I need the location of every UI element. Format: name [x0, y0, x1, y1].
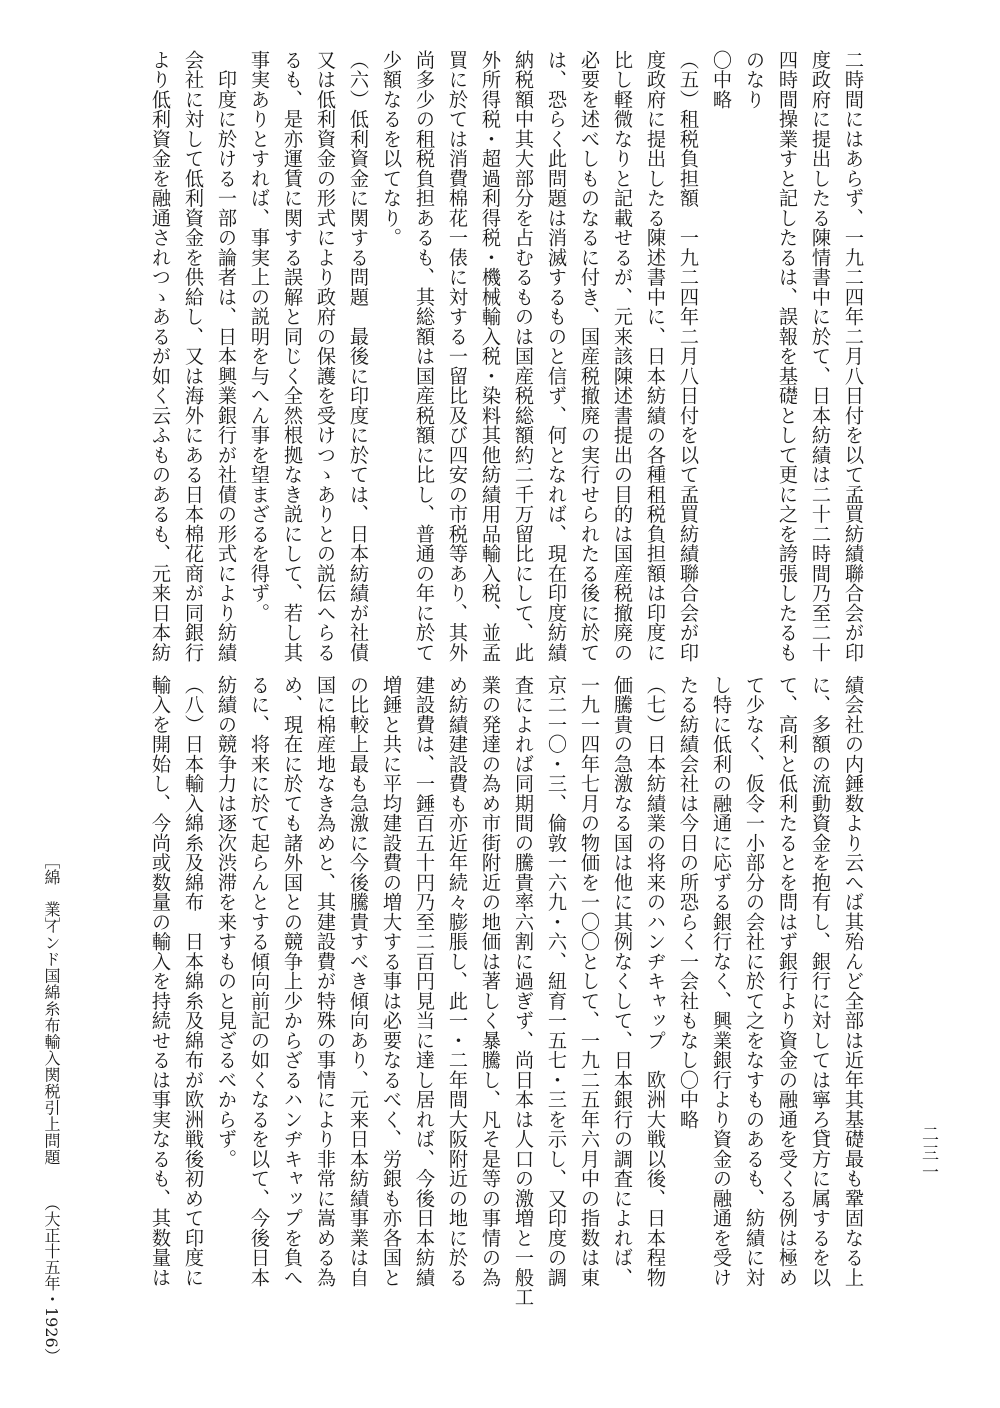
page-number: 二三一 [918, 1125, 938, 1182]
era-label: （大正十五年・1926） [42, 1195, 61, 1364]
body-text-upper: 二時間にはあらず、一九二四年二月八日付を以て孟買紡績聯合会が印 度政府に提出したる陳情書中に於て、日本紡績は二十二時間乃至二十 四時間操業すと記したるは、誤報を基礎として更に之を誇張したるも のなり 〇中略 （五）租税負担額 一九二四年二月八日付を以て孟買紡績聯合会が印 度政府に提出したる陳述書中に、日本紡績の各種租税負担額は印度に 比し軽微なりと記載せるが、元来該陳述書提出の目的は国産税撤廃の 必要を述べしものなるに付き、国産税撤廃の実行せられたる後に於て は、恐らく此問題は消滅するものと信ず、何となれば、現在印度紡績 納税額中其大部分を占むるものは国産税総額約二千万留比にして、此 外所得税・超過利得税・機械輸入税・染料其他紡績用品輸入税、並孟 買に於ては消費棉花一俵に対する一留比及び四安の市税等あり、其外 尚多少の租税負担あるも、其総額は国産税額に比し、普通の年に於て 少額なるを以てなり。 （六）低利資金に関する問題 最後に印度に於ては、日本紡績が社債 又は低利資金の形式により政府の保護を受けつゝありとの説伝へらる るも、是亦運賃に関する誤解と同じく全然根拠なき説にして、若し其 事実ありとすれば、事実上の説明を与へん事を望まざるを得ず。 印度に於ける一部の論者は、日本興業銀行が社債の形式により紡績 会社に対して低利資金を供給し、又は海外にある日本棉花商が同銀行 より低利資金を融通されつゝあるが如く云ふものあるも、元来日本紡 [149, 50, 865, 663]
body-text-lower: 績会社の内錘数より云へば其殆んど全部は近年其基礎最も鞏固なる上 に、多額の流動資金を抱有し、銀行に対しては寧ろ貸方に属するを以 て、高利と低利たるとを問はず銀行より資金の融通を受くる例は極め て少なく、仮令一小部分の会社に於て之をなすものあるも、紡績に対 し特に低利の融通に応ずる銀行なく、興業銀行より資金の融通を受け たる紡績会社は今日の所恐らく一会社もなし〇中略 （七）日本紡績業の将来のハンヂキャップ 欧洲大戦以後、日本程物 価騰貴の急激なる国は他に其例なくして、日本銀行の調査によれば、 一九一四年七月の物価を一〇〇として、一九二五年六月中の指数は東 京二一〇・三、倫敦一六九・六、紐育一五七・三を示し、又印度の調 査によれば同期間の騰貴率六割に過ぎず、尚日本は人口の激増と一般工 業の発達の為め市街附近の地価は著しく暴騰し、凡そ是等の事情の為 め紡績建設費も亦近年続々膨脹し、此一・二年間大阪附近の地に於る 建設費は、一錘百五十円乃至二百円見当に達し居れば、今後日本紡績 増錘と共に平均建設費の増大する事は必要なるべく、労銀も亦各国と の比較上最も急激に今後騰貴すべき傾向あり、元来日本紡績事業は自 国に棉産地なき為めと、其建設費が特殊の事情により非常に嵩める為 め、現在に於ても諸外国との競争上少からざるハンヂキャップを負へ るに、将来に於て起らんとする傾向前記の如くなるを以て、今後日本 紡績の競争力は逐次渋滞を来すものと見ざるべからず。 （八）日本輸入綿糸及綿布 日本綿糸及綿布が欧洲戦後初めて印度に 輸入を開始し、今尚或数量の輸入を持続せるは事実なるも、其数量は [149, 675, 865, 1307]
section-label: ［綿 業］ [42, 853, 61, 933]
running-title: インド国綿糸布輸入関税引上問題 [42, 918, 61, 1166]
